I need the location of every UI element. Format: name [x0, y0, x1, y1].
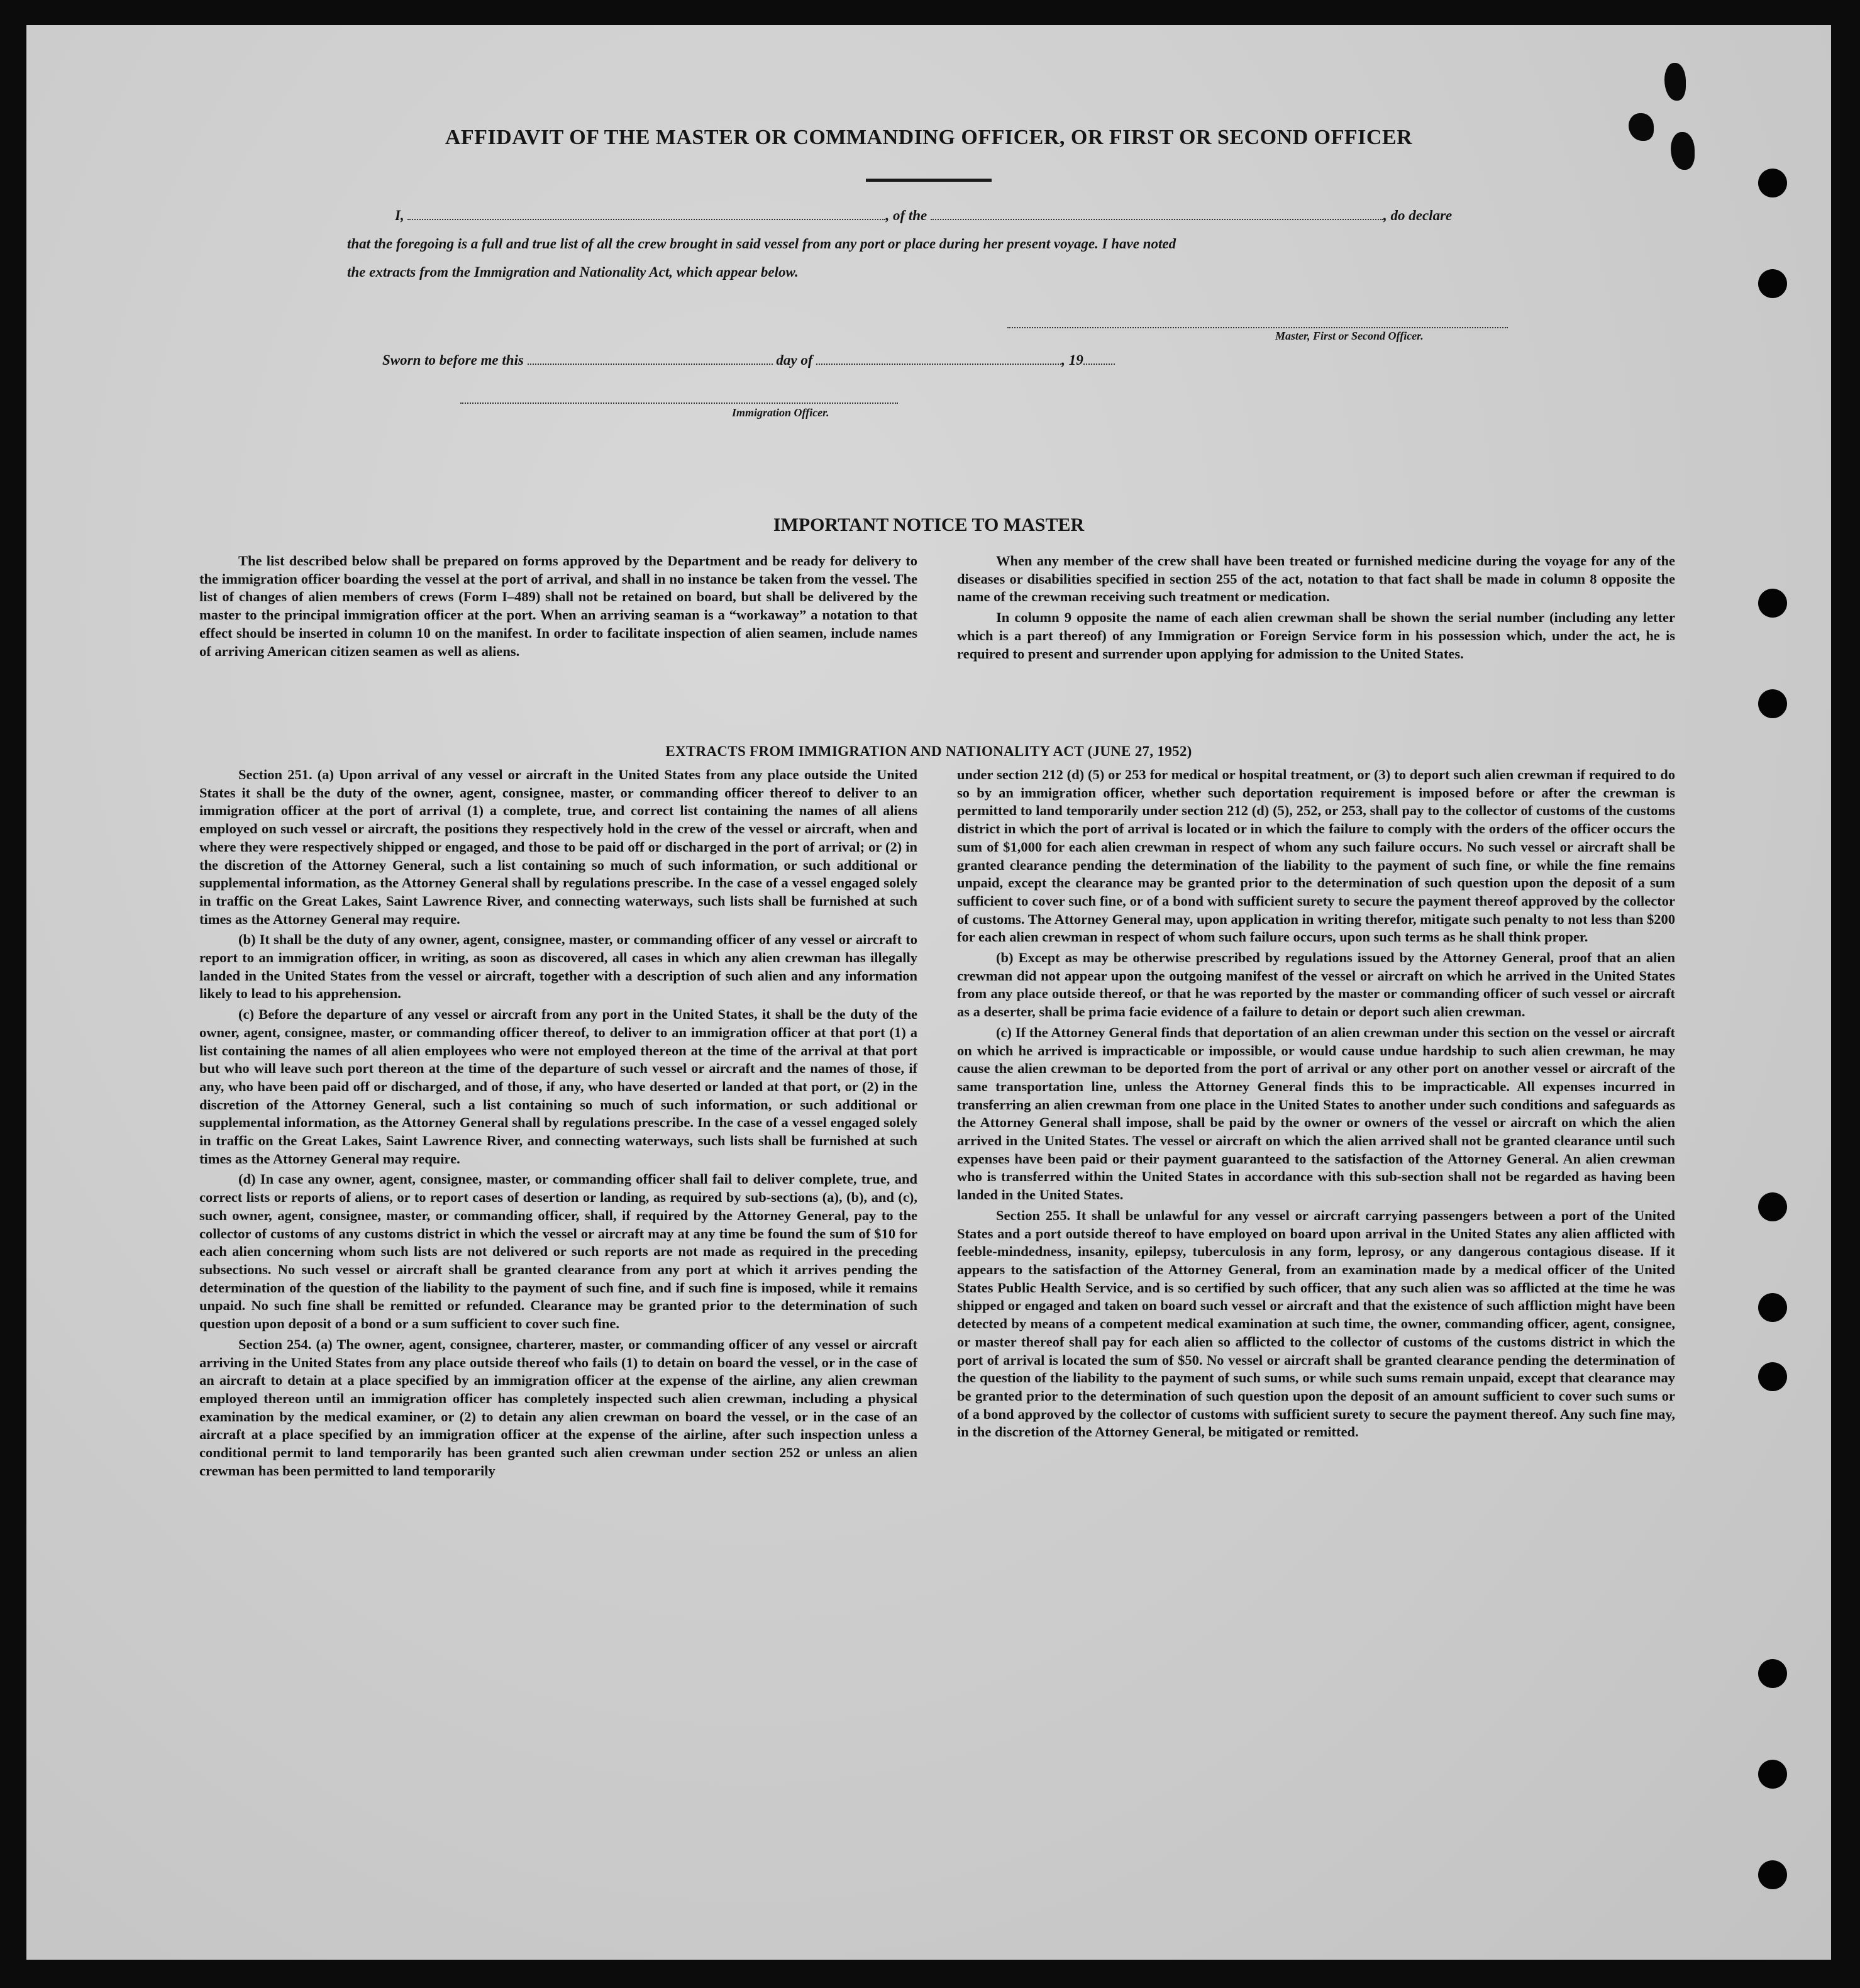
sworn-year-blank[interactable]: [1083, 364, 1115, 365]
section-paragraph: Section 251. (a) Upon arrival of any vessel or aircraft in the United States from any place outside the United States it shall be the duty of the owner, agent, consignee, master, or commanding officer thereof to deliver to an immigration officer at the port of arrival (1) a complete, true, and correct list containing the names of all aliens employed on such vessel or aircraft, the positions they respectively hold in the crew of the vessel or aircraft, when and where they were respectively shipped or engaged, and those to be paid off or discharged in the port of arrival; or (2) in the discretion of the Attorney General, such a list containing so much of such information, or such additional or supplemental information, as the Attorney General shall by regulations prescribe. In the case of a vessel engaged solely in traffic on the Great Lakes, Saint Lawrence River, and connecting waterways, such lists shall be furnished at such times as the Attorney General may require.: [199, 767, 917, 927]
sworn-line: [382, 352, 1115, 369]
affidavit-title: AFFIDAVIT OF THE MASTER OR COMMANDING OFFICER, OR FIRST OR SECOND OFFICER: [445, 126, 1413, 149]
notice-paragraph: In column 9 opposite the name of each alien crewman shall be shown the serial number (including any letter which is a part thereof) of any Immigration or Foreign Service form in his possession which, under the act, he is required to present and surrender upon applying for admission to the United States.: [957, 609, 1675, 662]
extracts-right-column: [957, 766, 1675, 1444]
section-paragraph: (c) If the Attorney General finds that deportation of an alien crewman under this section on the vessel or aircraft on which he arrived is impracticable or impossible, or would cause undue hardship to such alien crewman, he may cause the alien crewman to be deported from the port of arrival or any other port on another vessel or aircraft of the same transportation line, unless the Attorney General finds this to be impracticable. All expenses incurred in transferring an alien crewman from one place in the United States to another under such conditions and safeguards as the Attorney General shall impose, shall be paid by the owner or owners of the vessel or aircraft on which the alien arrived in the United States. The vessel or aircraft on which the alien arrived shall not be granted clearance until such expenses have been paid or their payment guaranteed to the satisfaction of the Attorney General. An alien crewman who is transferred within the United States in accordance with this sub-section shall not be regarded as having been landed in the United States.: [957, 1024, 1675, 1203]
punch-hole: [1758, 1293, 1787, 1322]
extracts-left-column: [199, 766, 917, 1482]
notice-right-column: [957, 552, 1675, 665]
vessel-blank[interactable]: [931, 219, 1383, 220]
section-paragraph: Section 255. It shall be unlawful for any vessel or aircraft carrying passengers between a port of the United States and a port outside thereof to have employed on board upon arrival in the United States any alien afflicted with feeble-mindedness, insanity, epilepsy, tuberculosis in any form, leprosy, or any dangerous contagious disease. If it appears to the satisfaction of the Attorney General, from an examination made by a medical officer of the United States Public Health Service, and is so certified by such officer, that any such alien was so afflicted at the time he was shipped or engaged and taken on board such vessel or aircraft and that the existence of such affliction might have been detected by means of a competent medical examination at such time, the owner, commanding officer, agent, consignee, or master thereof shall pay for each alien so afflicted to the collector of customs of the customs district in which the port of arrival is located the sum of $50. No vessel or aircraft shall be granted clearance pending the determination of the question of the liability to the payment of such sums, or while such sums remain unpaid, except that clearance may be granted prior to the determination of such question upon the deposit of an amount sufficient to cover such sums or of a bond approved by the collector of customs with sufficient surety to secure the payment thereof. Any such fine may, in the discretion of the Attorney General, be mitigated or remitted.: [957, 1207, 1675, 1440]
notice-paragraph: When any member of the crew shall have been treated or furnished medicine during the voyage for any of the diseases or disabilities specified in section 255 of the act, notation to that fact shall be made in column 8 opposite the name of the crewman receiving such treatment or medication.: [957, 553, 1675, 605]
title-rule: [866, 179, 992, 182]
affidavit-text-line-3: the extracts from the Immigration and Nationality Act, which appear below.: [347, 264, 799, 280]
officer-signature-line[interactable]: [460, 403, 898, 404]
punch-hole: [1758, 589, 1787, 618]
punch-hole: [1758, 169, 1787, 197]
punch-hole: [1758, 1362, 1787, 1391]
name-blank[interactable]: [407, 219, 885, 220]
master-signature-line[interactable]: [1007, 327, 1508, 328]
section-paragraph: (b) Except as may be otherwise prescribed by regulations issued by the Attorney General, proof that an alien crewman did not appear upon the outgoing manifest of the vessel or aircraft on which he arrived in the United States from any place outside thereof, or that he was reported by the master or commanding officer of such vessel or aircraft as a deserter, shall be prima facie evidence of a failure to detain or deport such alien crewman.: [957, 950, 1675, 1020]
notice-left-column: [199, 552, 917, 663]
i-label: I,: [395, 208, 404, 223]
extracts-title: EXTRACTS FROM IMMIGRATION AND NATIONALITY ACT (JUNE 27, 1952): [665, 743, 1192, 759]
do-declare-label: , do declare: [1383, 208, 1453, 223]
sworn-month-blank[interactable]: [816, 364, 1061, 365]
document-page: [26, 25, 1831, 1960]
section-paragraph: (c) Before the departure of any vessel or aircraft from any port in the United States, it shall be the duty of the owner, agent, consignee, master, or commanding officer thereof, to deliver to an immigration officer at that port (1) a list containing the names of all alien employees who were not employed thereon at the time of the arrival at that port but who will leave such port thereon at the time of the departure of such vessel or aircraft and the names of those, if any, who have been paid off or discharged, and of those, if any, who have deserted or landed at that port, or (2) in the discretion of the Attorney General, such a list containing so much of such information, or such additional or supplemental information, as the Attorney General shall by regulations prescribe. In the case of a vessel engaged solely in traffic on the Great Lakes, Saint Lawrence River, and connecting waterways, such lists shall be furnished at such times as the Attorney General may require.: [199, 1006, 917, 1167]
officer-caption: Immigration Officer.: [732, 406, 829, 419]
punch-hole: [1758, 1760, 1787, 1789]
of-the-label: , of the: [885, 208, 927, 223]
notice-title: IMPORTANT NOTICE TO MASTER: [773, 514, 1085, 535]
punch-hole: [1758, 269, 1787, 298]
ink-blot: [1664, 63, 1686, 101]
section-paragraph: (d) In case any owner, agent, consignee, master, or commanding officer shall fail to deliver complete, true, and correct lists or reports of aliens, or to report cases of desertion or landing, as required by sub-sections (a), (b), and (c), such owner, agent, consignee, master, or commanding officer, shall, if required by the Attorney General, pay to the collector of customs of any customs district in which the vessel or aircraft may at any time be found the sum of $10 for each alien concerning whom such lists are not delivered or such reports are not made as required in the preceding subsections. No such vessel or aircraft shall be granted clearance from any port at which it arrives pending the determination of the question of the liability to the payment of such fine, and if such fine is imposed, while it remains unpaid. No such fine shall be remitted or refunded. Clearance may be granted prior to the determination of such question upon deposit of a bond or a sum sufficient to cover such fine.: [199, 1171, 917, 1332]
notice-paragraph: The list described below shall be prepared on forms approved by the Department and be ready for delivery to the immigration officer boarding the vessel at the port of arrival, and shall in no instance be taken from the vessel. The list of changes of alien members of crews (Form I–489) shall not be retained on board, but shall be delivered by the master to the principal immigration officer at the port. When an arriving seaman is a “workaway” a notation to that effect should be inserted in column 10 on the manifest. In order to facilitate inspection of alien seamen, include names of arriving American citizen seamen as well as aliens.: [199, 553, 917, 659]
master-caption: Master, First or Second Officer.: [1275, 330, 1424, 342]
punch-hole: [1758, 1659, 1787, 1688]
affidavit-declaration-line: [395, 208, 1452, 224]
punch-hole: [1758, 689, 1787, 718]
section-paragraph: under section 212 (d) (5) or 253 for medical or hospital treatment, or (3) to deport such alien crewman if required to do so by an immigration officer, whether such deportation requirement is imposed before or after the crewman is permitted to land temporarily under section 212 (d) (5), 252, or 253, shall pay to the collector of customs of the customs district in which the port of arrival is located or in which the failure to comply with the orders of the officer occurs the sum of $1,000 for each alien crewman in respect of whom any such failure occurs. No such vessel or aircraft shall be granted clearance pending the determination of the liability to the payment of such fine, or while the fine remains unpaid, except the clearance may be granted prior to the determination of such question upon the deposit of a sum sufficient to cover such fine, or of a bond with sufficient surety to secure the payment thereof approved by the collector of customs. The Attorney General may, upon application in writing therefor, mitigate such penalty to not less than $200 for each alien crewman in respect of whom such failure occurs, upon such terms as he shall think proper.: [957, 767, 1675, 945]
section-paragraph: Section 254. (a) The owner, agent, consignee, charterer, master, or commanding officer of any vessel or aircraft arriving in the United States from any place outside thereof who fails (1) to detain on board the vessel, or in the case of an aircraft to detain at a place specified by an immigration officer at the expense of the airline, any alien crewman employed thereon until an immigration officer has completely inspected such alien crewman, including a physical examination by the medical examiner, or (2) to detain any alien crewman on board the vessel, or in the case of an aircraft at a place specified by an immigration officer at the expense of the airline, after such inspection unless a conditional permit to land temporarily has been granted such alien crewman under section 252 or unless an alien crewman has been permitted to land temporarily: [199, 1336, 917, 1479]
affidavit-text-line-2: that the foregoing is a full and true list of all the crew brought in said vessel from any port or place during her present voyage. I have noted: [347, 236, 1176, 252]
day-of-label: day of: [776, 352, 813, 368]
section-paragraph: (b) It shall be the duty of any owner, agent, consignee, master, or commanding officer of any vessel or aircraft to report to an immigration officer, in writing, as soon as discovered, all cases in which any alien crewman has illegally landed in the United States from the vessel or aircraft, together with a description of such alien and any information likely to lead to his apprehension.: [199, 931, 917, 1002]
sworn-day-blank[interactable]: [528, 364, 773, 365]
year-label: , 19: [1061, 352, 1083, 368]
punch-hole: [1758, 1192, 1787, 1221]
punch-hole: [1758, 1860, 1787, 1889]
sworn-label: Sworn to before me this: [382, 352, 524, 368]
